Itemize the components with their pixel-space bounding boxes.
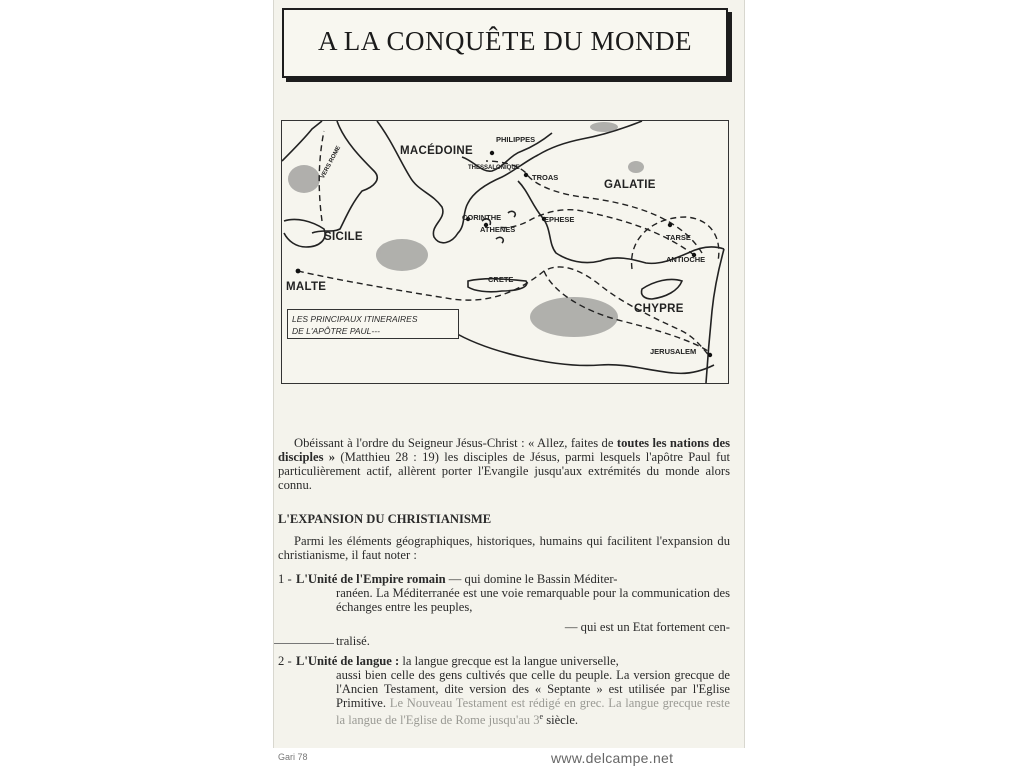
label-galatie: GALATIE xyxy=(604,179,656,191)
shade-north xyxy=(590,122,618,132)
shade-galatia xyxy=(628,161,644,173)
dot-philippes xyxy=(490,151,494,155)
document-page xyxy=(273,0,745,748)
label-thessalonique: THESSALONIQUE xyxy=(468,165,520,171)
footer-watermark[interactable]: www.delcampe.net xyxy=(551,750,674,766)
section-intro-text: Parmi les éléments géographiques, historiques, humains qui facilitent l'expansion du christianisme, il faut noter : xyxy=(278,534,730,562)
label-macedoine: MACÉDOINE xyxy=(400,145,473,157)
label-troas: TROAS xyxy=(532,173,559,182)
intro-paragraph xyxy=(278,436,730,492)
legend-line-2: DE L'APÔTRE PAUL--- xyxy=(292,326,380,336)
item2-text-b: Le Nouveau Testament est rédigé en grec. La langue grecque reste la langue de l'Eglise de Rome jusqu'au 3 xyxy=(336,696,730,728)
route-first xyxy=(498,210,694,255)
shade-ionian xyxy=(376,239,428,271)
levant-coast xyxy=(706,249,724,383)
label-antioche: ANTIOCHE xyxy=(666,255,706,264)
section-heading: L'EXPANSION DU CHRISTIANISME xyxy=(278,512,492,526)
dot-jerusalem xyxy=(708,353,712,357)
item2-bold: L'Unité de langue : xyxy=(296,654,400,668)
label-philippes: PHILIPPES xyxy=(496,135,536,144)
item2-continuation xyxy=(336,668,730,727)
map-drawing xyxy=(282,121,728,383)
map-figure xyxy=(281,120,729,384)
footer-left: Gari 78 xyxy=(278,752,308,762)
list-item-2 xyxy=(278,654,730,740)
label-tarse: TARSE xyxy=(666,233,691,242)
item2-number: 2 - xyxy=(278,654,292,668)
item1-continuation-3: tralisé. xyxy=(336,634,370,648)
label-jerusalem: JERUSALEM xyxy=(650,347,697,356)
dot-tarse xyxy=(668,223,672,227)
item2-lead: la langue grecque est la langue universelle, xyxy=(399,654,619,668)
item2-text-c: siècle. xyxy=(543,713,579,728)
item1-bold: L'Unité de l'Empire romain xyxy=(296,572,446,586)
label-ephese: EPHESE xyxy=(544,215,575,224)
item1-lead: — qui domine le Bassin Méditer- xyxy=(445,572,618,586)
dot-troas xyxy=(524,173,528,177)
intro-text-2: (Matthieu 28 : 19) les disciples de Jésus, parmi lesquels l'apôtre Paul fut particulièrement actif, allèrent porter l'Evangile jusqu'aux extrémités du monde alors connu. xyxy=(278,450,730,492)
cyprus-island xyxy=(641,279,682,299)
list-item-1 xyxy=(278,572,730,648)
item2-superscript: e xyxy=(539,712,544,721)
dot-malte xyxy=(296,269,301,274)
section-intro xyxy=(278,534,730,562)
label-sicile: SICILE xyxy=(324,231,363,243)
intro-text-1: Obéissant à l'ordre du Seigneur Jésus-Christ : « Allez, faites de xyxy=(294,436,617,450)
item1-continuation-2: — qui est un Etat fortement cen- xyxy=(564,620,730,634)
item1-number: 1 - xyxy=(278,572,292,586)
label-malte: MALTE xyxy=(286,281,327,293)
map-legend xyxy=(287,309,459,339)
item2-text-a: aussi bien celle des gens cultivés que celle du peuple. La version grecque de l'Ancien Testament, dite version des « Septante » est utilisée par l'Eglise Primitive. xyxy=(336,668,730,710)
title-box xyxy=(282,8,728,78)
intro-bold: toutes les nations des disciples » xyxy=(278,436,731,464)
shade-italy xyxy=(288,165,320,193)
label-athenes: ATHENES xyxy=(480,225,516,234)
label-chypre: CHYPRE xyxy=(634,303,684,315)
item1-continuation: ranéen. La Méditerranée est une voie remarquable pour la communication des échanges entre les peuples, xyxy=(336,586,730,614)
label-crete: CRETE xyxy=(488,275,514,284)
label-rome: VERS ROME xyxy=(320,145,343,180)
page-title: A LA CONQUÊTE DU MONDE xyxy=(318,26,692,56)
shade-libya xyxy=(530,297,618,337)
legend-line-1: LES PRINCIPAUX ITINERAIRES xyxy=(292,314,418,324)
sicily-coast xyxy=(284,219,325,247)
label-corinthe: CORINTHE xyxy=(462,213,502,222)
divider-rule xyxy=(274,643,334,644)
